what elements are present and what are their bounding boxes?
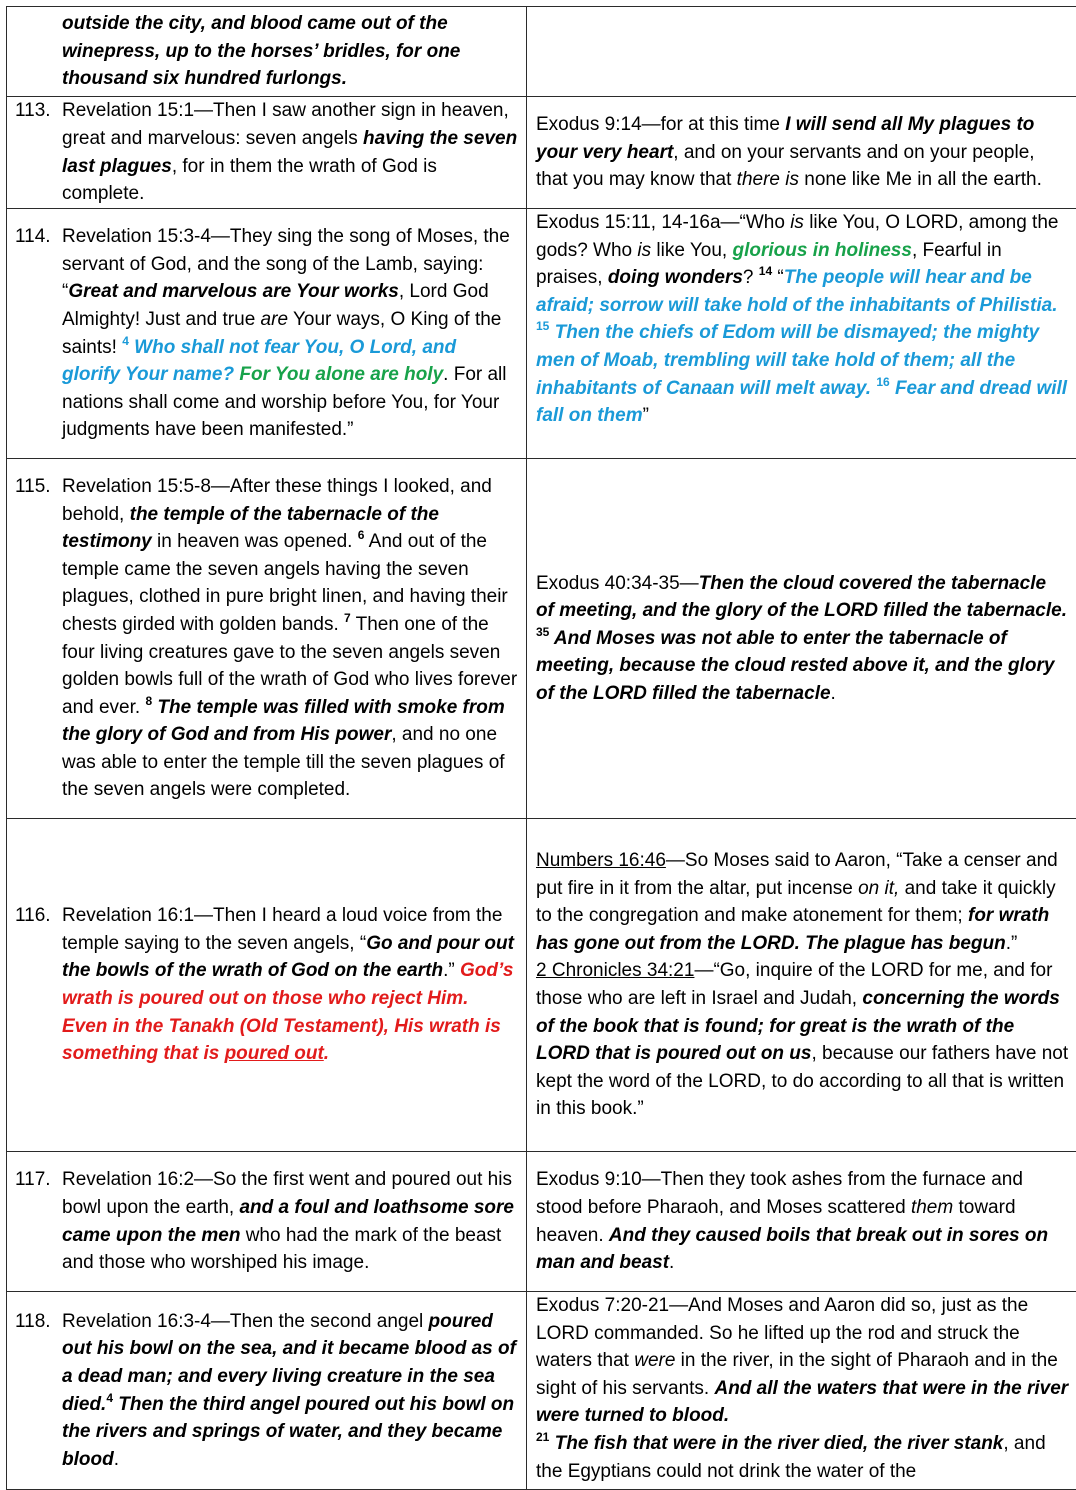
tanakh-text <box>536 1295 1068 1482</box>
text-run: Then one of the four living creatures gave to the seven angels seven golden bowls full of the wrath of God who lives forever and ever. <box>62 613 518 718</box>
text-run: I will send all My plagues to your very heart <box>536 114 1035 163</box>
text-run: And they caused boils that break out in sores on man and beast <box>536 1224 1049 1274</box>
text-run: 14 <box>758 264 773 279</box>
text-run: “ <box>772 267 784 289</box>
table-row <box>7 459 1076 819</box>
text-run: .” <box>1005 932 1018 954</box>
text-run: 6 <box>357 528 365 543</box>
text-run: Revelation 15:3-4—They sing the song of Moses, the servant of God, and the song of the Lamb, saying: “ <box>62 226 510 303</box>
revelation-text <box>62 100 517 204</box>
text-run: —“Go, inquire of the LORD for me, and for those who are left in Israel and Judah, <box>536 960 1053 1009</box>
revelation-text <box>62 1311 516 1470</box>
text-run: The temple was filled with smoke from the glory of God and from His power <box>62 696 505 746</box>
table-row <box>7 97 1076 209</box>
text-run: And all the waters that were in the river were turned to blood. <box>536 1377 1069 1427</box>
text-run: Who shall not fear You, O Lord, and glorify Your name? <box>62 336 457 386</box>
text-run: doing wonders <box>607 267 743 289</box>
entry-number: 114. <box>15 226 51 248</box>
text-run: , and on your servants and on your people, that you may know that <box>536 141 1035 191</box>
text-run: Revelation 16:2—So the first went and poured out his bowl upon the earth, <box>62 1169 512 1218</box>
table-row <box>7 1152 1076 1292</box>
text-run: Revelation 15:1—Then I saw another sign in heaven, great and marvelous: seven angels <box>62 100 509 149</box>
text-run: 2 Chronicles 34:21 <box>536 960 695 982</box>
text-run: Exodus 9:10—Then they took ashes from the furnace and stood before Pharaoh, and Moses scattered <box>536 1169 1023 1218</box>
text-run: .” <box>443 960 460 982</box>
tanakh-text <box>536 850 1068 1119</box>
text-run: there is <box>736 169 799 191</box>
revelation-cell <box>7 1152 527 1292</box>
text-run: Exodus 7:20-21—And Moses and Aaron did so, just as the LORD commanded. So he lifted up the rod and struck the waters that <box>536 1295 1029 1372</box>
text-run: Numbers 16:46 <box>536 850 666 872</box>
revelation-text <box>62 905 514 1064</box>
tanakh-cell <box>527 209 1076 459</box>
text-run: ? <box>742 267 759 289</box>
text-run: Great and marvelous are Your works <box>68 281 399 303</box>
entry-number: 117. <box>15 1169 51 1191</box>
text-run: Then the chiefs of Edom will be dismayed; the mighty men of Moab, trembling will take hold of them; all the inhabitants of Canaan will melt away. <box>536 322 1040 399</box>
text-run: them <box>910 1196 954 1218</box>
text-run: is <box>790 212 804 233</box>
table-row <box>7 7 1076 97</box>
text-run: Revelation 16:3-4—Then the second angel <box>62 1310 429 1332</box>
text-run: like You, O LORD, among the gods? Who <box>536 212 1059 261</box>
entry-number: 113. <box>15 100 51 122</box>
text-run: , because our fathers have not kept the word of the LORD, to do according to all that is written in this book.” <box>536 1043 1069 1120</box>
text-run: Revelation 16:1—Then I heard a loud voice from the temple saying to the seven angels, “ <box>62 905 503 954</box>
entry-number: 115. <box>15 475 51 497</box>
text-run: 4 <box>106 1390 114 1405</box>
text-run: And Moses was not able to enter the tabernacle of meeting, because the cloud rested above it, and the glory of the LORD filled the tabernacle <box>536 627 1055 704</box>
revelation-text <box>62 226 510 440</box>
text-run: 16 <box>876 374 890 389</box>
text-run: toward heaven. <box>536 1196 1016 1246</box>
text-run: in the river, in the sight of Pharaoh and in the sight of his servants. <box>536 1350 1058 1399</box>
revelation-cell <box>7 459 527 819</box>
revelation-cell <box>7 7 527 97</box>
tanakh-cell <box>527 1152 1076 1292</box>
text-run: And out of the temple came the seven angels having the seven plagues, clothed in pure bright linen, and having their chests girded with golden bands. <box>62 531 508 635</box>
text-run: The people will hear and be afraid; sorrow will take hold of the inhabitants of Philistia. <box>536 267 1058 316</box>
text-run: ” <box>642 405 649 427</box>
text-run: is <box>637 239 652 261</box>
text-run: 35 <box>536 624 550 639</box>
text-run: who had the mark of the beast and those who worshiped his image. <box>62 1224 502 1274</box>
text-run: outside the city, and blood came out of the winepress, up to the horses’ bridles, for one thousand six hundred furlongs. <box>62 13 461 90</box>
text-run: concerning the words of the book that is found; for great is the wrath of the LORD that is poured out on us <box>536 988 1060 1065</box>
text-run: . <box>323 1043 330 1065</box>
text-run: are <box>260 308 289 330</box>
text-run: Your ways, O King of the saints! <box>62 308 502 358</box>
text-run: the temple of the tabernacle of the testimony <box>62 503 439 553</box>
text-run: , Lord God Almighty! Just and true <box>62 281 489 330</box>
tanakh-cell <box>527 97 1076 209</box>
text-run: for wrath has gone out from the LORD. The plague has begun <box>536 905 1050 954</box>
text-run: Fear and dread will fall on them <box>536 377 1068 427</box>
table-row <box>7 819 1076 1152</box>
text-run: having the seven last plagues <box>62 127 518 177</box>
tanakh-cell <box>527 7 1076 97</box>
revelation-cell <box>7 97 527 209</box>
text-run: and take it quickly to the congregation and make atonement for them; <box>536 877 1056 927</box>
text-run: none like Me in all the earth. <box>798 169 1042 191</box>
text-run: glorious in holiness <box>732 239 912 261</box>
text-run: , for in them the wrath of God is complete. <box>62 155 437 205</box>
text-run: Then the cloud covered the tabernacle of meeting, and the glory of the LORD filled the tabernacle. <box>536 572 1067 622</box>
table-row <box>7 209 1076 459</box>
text-run: . <box>830 682 836 704</box>
revelation-text <box>62 476 517 801</box>
text-run: . For all nations shall come and worship before You, for Your judgments have been manifested.” <box>62 364 507 441</box>
text-run: , and the Egyptians could not drink the water of the <box>536 1432 1046 1482</box>
cross-reference-table <box>6 6 1076 1490</box>
text-run: , and no one was able to enter the temple till the seven plagues of the seven angels were completed. <box>62 724 505 801</box>
text-run: Exodus 40:34-35— <box>536 572 699 594</box>
text-run: Go and pour out the bowls of the wrath of God on the earth <box>62 932 514 982</box>
text-run: Exodus 9:14—for at this time <box>536 114 786 136</box>
text-run: 8 <box>145 693 153 708</box>
text-run: 7 <box>344 610 351 625</box>
text-run: Revelation 15:5-8—After these things I looked, and behold, <box>62 475 492 525</box>
tanakh-text <box>536 573 1067 704</box>
tanakh-cell <box>527 819 1076 1152</box>
entry-number: 118. <box>15 1310 51 1332</box>
text-run: Then the third angel poured out his bowl on the rivers and springs of water, and they became blood <box>62 1393 515 1470</box>
tanakh-text <box>536 1169 1048 1273</box>
text-run: poured out <box>224 1043 324 1065</box>
text-run: and a foul and loathsome sore came upon the men <box>62 1196 514 1246</box>
text-run: on it, <box>858 877 900 899</box>
text-run: 15 <box>536 319 550 334</box>
revelation-cell <box>7 1292 527 1490</box>
text-run: like You, <box>651 239 733 261</box>
revelation-cell <box>7 819 527 1152</box>
text-run: , Fearful in praises, <box>536 239 1002 289</box>
text-run: in heaven was opened. <box>151 531 358 553</box>
revelation-text <box>62 1169 514 1273</box>
text-run: Exodus 15:11, 14-16a—“Who <box>536 212 791 233</box>
text-run: poured out his bowl on the sea, and it became blood as of a dead man; and every living creature in the sea died. <box>62 1310 516 1415</box>
text-run: were <box>634 1350 676 1372</box>
text-run: God’s wrath is poured out on those who reject Him. Even in the Tanakh (Old Testament), His wrath is something that is <box>62 960 514 1065</box>
revelation-text <box>62 13 460 89</box>
tanakh-text <box>536 114 1042 190</box>
text-run: —So Moses said to Aaron, “Take a censer and put fire in it from the altar, put incense <box>536 850 1058 899</box>
text-run: The fish that were in the river died, the river stank <box>549 1432 1004 1454</box>
text-run: 4 <box>122 333 129 348</box>
text-run: . <box>113 1448 119 1470</box>
revelation-cell <box>7 209 527 459</box>
tanakh-text <box>536 212 1067 426</box>
tanakh-cell <box>527 1292 1076 1490</box>
table-row <box>7 1292 1076 1490</box>
text-run: 21 <box>536 1429 550 1444</box>
tanakh-cell <box>527 459 1076 819</box>
text-run: . <box>669 1252 675 1274</box>
text-run: For You alone are holy <box>239 364 444 386</box>
entry-number: 116. <box>15 905 51 927</box>
